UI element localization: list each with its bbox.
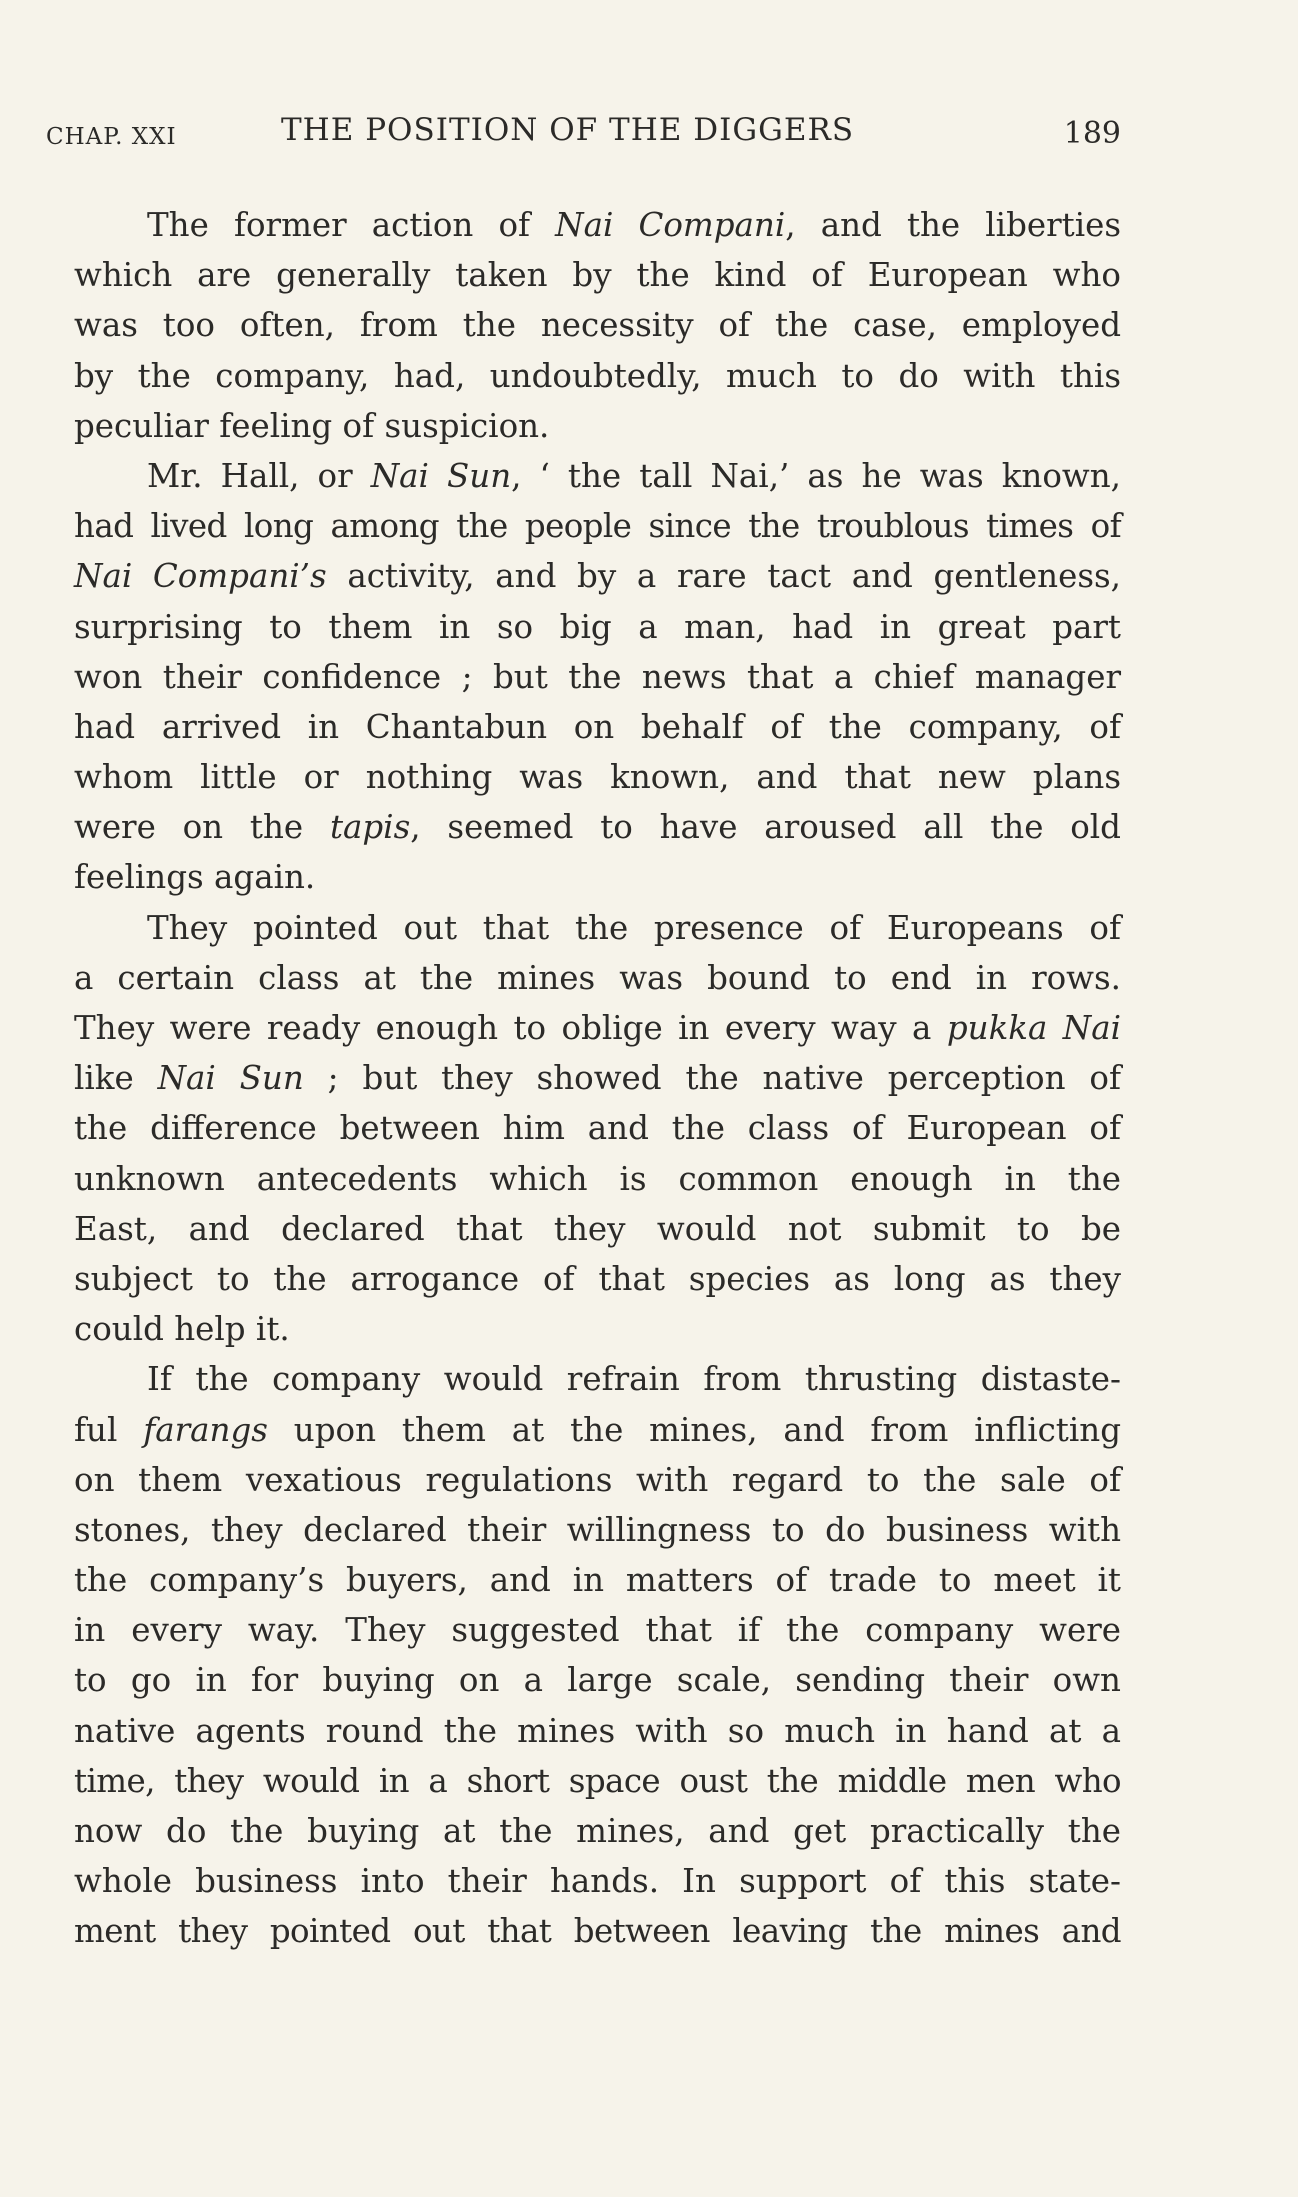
italic-phrase: Nai Compani’s (74, 557, 327, 596)
text-line (74, 200, 1121, 250)
text-line (74, 1254, 1121, 1304)
text-line (74, 1906, 1121, 1956)
italic-phrase: Nai Sun (157, 1059, 304, 1098)
text-segment: , seemed to have aroused all the old (410, 808, 1121, 847)
text-line (74, 1204, 1121, 1254)
text-line (74, 401, 1121, 451)
text-line (74, 351, 1121, 401)
text-line (74, 451, 1121, 501)
text-line (74, 852, 1121, 902)
text-segment: ful (74, 1410, 144, 1449)
text-segment: had arrived in Chantabun on behalf of the company, of (74, 707, 1121, 746)
text-segment: The former action of (147, 206, 556, 244)
text-segment: which are generally taken by the kind of European who (74, 256, 1121, 295)
text-line (74, 1605, 1121, 1655)
text-line (74, 1655, 1121, 1705)
italic-phrase: farangs (143, 1410, 268, 1449)
text-line (74, 1103, 1121, 1153)
text-line (74, 1354, 1121, 1404)
text-segment: , ‘ the tall Nai,’ as he was known, (511, 456, 1121, 495)
text-line (74, 1856, 1121, 1906)
text-line (74, 1806, 1121, 1856)
text-line (74, 1154, 1121, 1204)
text-segment: upon them at the mines, and from inflicting (267, 1410, 1121, 1449)
text-line (74, 1053, 1121, 1103)
text-line (74, 1555, 1121, 1605)
text-segment: They were ready enough to oblige in every way a (74, 1009, 947, 1047)
text-line (74, 1505, 1121, 1555)
text-line (74, 953, 1121, 1003)
text-line (74, 1756, 1121, 1806)
text-line (74, 1455, 1121, 1505)
text-segment: East, and declared that they would not submit to be (74, 1209, 1121, 1248)
text-segment: Mr. Hall, or (147, 456, 371, 495)
italic-phrase: tapis (329, 808, 411, 847)
text-segment: time, they would in a short space oust the middle men who (74, 1761, 1121, 1800)
text-line (74, 1003, 1121, 1053)
text-line (74, 752, 1121, 802)
text-line (74, 300, 1121, 350)
text-segment: If the company would refrain from thrusting distaste- (147, 1360, 1121, 1399)
text-segment: had lived long among the people since the troublous times of (74, 507, 1121, 546)
text-segment: They pointed out that the presence of Europeans of (147, 908, 1121, 947)
text-segment: subject to the arrogance of that species as long as they (74, 1259, 1121, 1298)
text-segment: whom little or nothing was known, and that new plans (74, 758, 1121, 797)
text-segment: the difference between him and the class of European of (74, 1109, 1121, 1148)
text-line (74, 702, 1121, 752)
text-segment: surprising to them in so big a man, had in great part (74, 607, 1121, 646)
text-line (74, 250, 1121, 300)
text-line (74, 1706, 1121, 1756)
text-segment: ; but they showed the native perception of (303, 1059, 1121, 1098)
text-line (74, 551, 1121, 601)
text-segment: could help it. (74, 1310, 290, 1349)
text-line (74, 1304, 1121, 1354)
text-segment: unknown antecedents which is common enough in the (74, 1159, 1121, 1198)
text-line (74, 1405, 1121, 1455)
text-segment: stones, they declared their willingness to do business with (74, 1510, 1121, 1549)
text-line (74, 501, 1121, 551)
text-segment: to go in for buying on a large scale, sending their own (74, 1661, 1121, 1700)
text-line (74, 602, 1121, 652)
text-segment: on them vexatious regulations with regard to the sale of (74, 1460, 1121, 1499)
text-line (74, 652, 1121, 702)
text-segment: won their confidence ; but the news that a chief manager (74, 657, 1121, 696)
page-title: THE POSITION OF THE DIGGERS (281, 112, 855, 148)
italic-phrase: Nai Compani (555, 206, 786, 244)
chapter-label: CHAP. XXI (46, 124, 177, 150)
text-segment: native agents round the mines with so much in hand at a (74, 1711, 1121, 1750)
text-segment: by the company, had, undoubtedly, much to do with this (74, 356, 1121, 395)
running-header (46, 112, 1121, 162)
text-segment: in every way. They suggested that if the company were (74, 1611, 1121, 1650)
italic-phrase: pukka Nai (946, 1009, 1121, 1047)
text-segment: whole business into their hands. In support of this state- (74, 1862, 1121, 1901)
text-line (74, 802, 1121, 852)
text-segment: peculiar feeling of suspicion. (74, 406, 550, 445)
text-segment: feelings again. (74, 858, 316, 897)
body-text (74, 200, 1121, 1957)
text-segment: , and the liberties (785, 206, 1122, 244)
text-segment: now do the buying at the mines, and get practically the (74, 1812, 1121, 1850)
italic-phrase: Nai Sun (370, 456, 512, 495)
text-segment: were on the (74, 808, 330, 847)
page-number: 189 (1063, 116, 1121, 151)
text-segment: activity, and by a rare tact and gentleness, (326, 557, 1122, 596)
text-segment: ment they pointed out that between leaving the mines and (74, 1912, 1121, 1951)
text-segment: a certain class at the mines was bound to end in rows. (74, 958, 1121, 997)
text-segment: the company’s buyers, and in matters of trade to meet it (74, 1561, 1121, 1600)
text-line (74, 903, 1121, 953)
text-segment: was too often, from the necessity of the case, employed (74, 306, 1121, 345)
text-segment: like (74, 1059, 158, 1098)
